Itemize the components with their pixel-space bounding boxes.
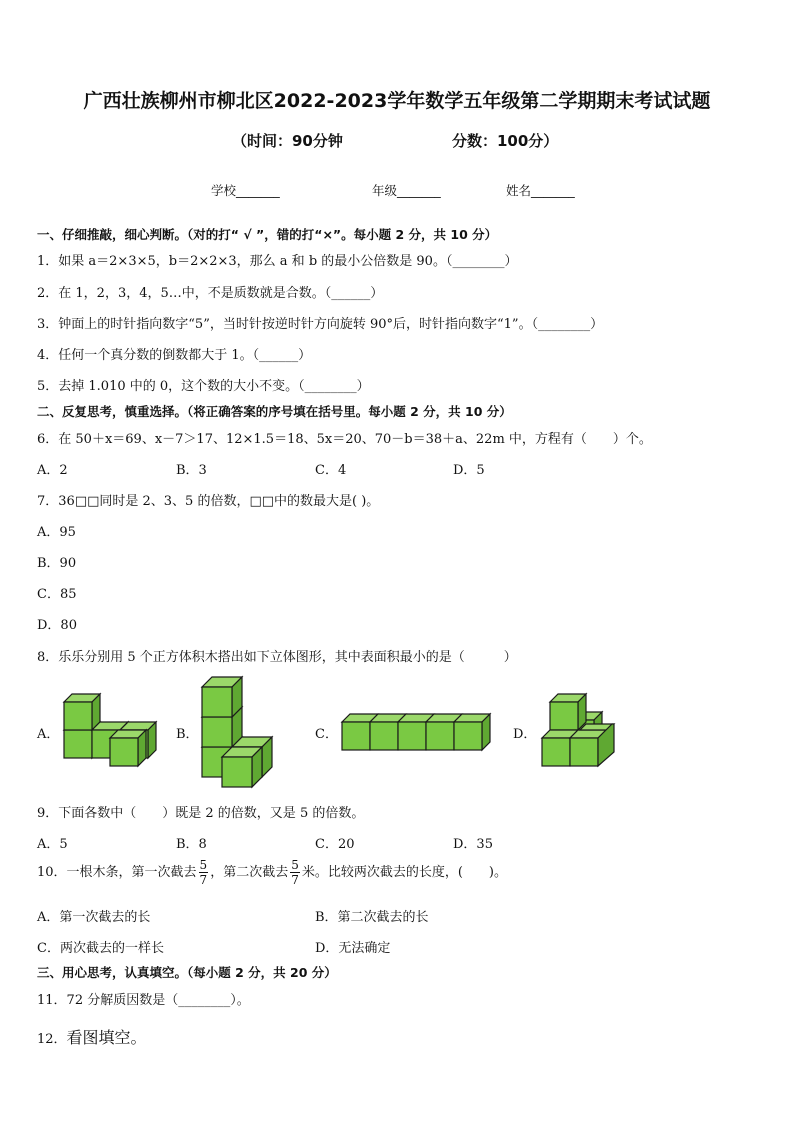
question-2: 2．在 1，2，3，4，5…中，不是质数就是合数。（______） (37, 286, 384, 301)
cube (222, 747, 262, 787)
q8-figure-d (540, 690, 620, 770)
q6-option-a: A．2 (37, 463, 68, 478)
question-11: 11．72 分解质因数是（________）。 (37, 993, 250, 1008)
school-field: 学校_______ (211, 183, 280, 198)
question-7: 7．36□□同时是 2、3、5 的倍数，□□中的数最大是( )。 (37, 494, 380, 509)
cube (202, 677, 242, 717)
q8-figure-b (200, 675, 280, 793)
question-10 (37, 858, 507, 887)
fraction-denominator: 7 (291, 873, 299, 887)
question-9: 9．下面各数中（ ）既是 2 的倍数，又是 5 的倍数。 (37, 806, 365, 821)
q8-option-b: B． (176, 727, 199, 742)
section-2-heading: 二、反复思考，慎重选择。（将正确答案的序号填在括号里。每小题 2 分，共 10 分） (37, 404, 512, 419)
q8-option-d: D． (513, 727, 537, 742)
q7-option-b: B．90 (37, 556, 77, 571)
question-1: 1．如果 a＝2×3×5，b＝2×2×3，那么 a 和 b 的最小公倍数是 90。（________） (37, 254, 518, 269)
q9-option-b: B．8 (176, 837, 207, 852)
q8-option-a: A． (37, 727, 60, 742)
cube (550, 694, 586, 730)
section-1-heading: 一、仔细推敲，细心判断。（对的打“ √ ”，错的打“×”。每小题 2 分，共 10 分） (37, 227, 498, 242)
question-8: 8．乐乐分别用 5 个正方体积木搭出如下立体图形，其中表面积最小的是（ ） (37, 650, 517, 665)
q10-fraction-2 (290, 858, 300, 887)
question-4: 4．任何一个真分数的倒数都大于 1。（______） (37, 348, 312, 363)
cube (110, 730, 146, 766)
grade-field: 年级_______ (372, 183, 441, 198)
q7-option-d: D．80 (37, 618, 77, 633)
q9-option-a: A．5 (37, 837, 68, 852)
q12-number: 12． (37, 1032, 67, 1047)
page-title: 广西壮族柳州市柳北区2022-2023学年数学五年级第二学期期末考试试题 (83, 90, 711, 112)
q10-fraction-1 (199, 858, 209, 887)
q6-option-c: C．4 (315, 463, 347, 478)
question-3: 3．钟面上的时针指向数字“5”，当时针按逆时针方向旋转 90°后，时针指向数字“1”。（________） (37, 317, 604, 332)
section-3-heading: 三、用心思考，认真填空。（每小题 2 分，共 20 分） (37, 965, 337, 980)
question-5: 5．去掉 1.010 中的 0，这个数的大小不变。（________） (37, 379, 370, 394)
q8-figure-a (62, 692, 162, 772)
q10-text-b: ，第二次截去 (210, 865, 289, 880)
exam-score: 分数：100分） (452, 132, 559, 150)
name-field: 姓名_______ (506, 183, 575, 198)
q7-option-a: A．95 (37, 525, 76, 540)
question-6: 6．在 50＋x＝69、x－7＞17、12×1.5＝18、5x＝20、70－b＝38＋a、22m 中，方程有（ ）个。 (37, 432, 652, 447)
q8-figure-c (340, 710, 500, 754)
question-12 (37, 1025, 147, 1048)
q8-option-c: C． (315, 727, 338, 742)
q10-option-a: A．第一次截去的长 (37, 910, 151, 925)
cube (64, 694, 100, 730)
q12-text: 看图填空。 (66, 1028, 147, 1047)
q6-option-d: D．5 (453, 463, 485, 478)
q10-option-b: B．第二次截去的长 (315, 910, 429, 925)
q10-text-a: 10．一根木条，第一次截去 (37, 865, 197, 880)
q7-option-c: C．85 (37, 587, 77, 602)
fraction-numerator: 5 (199, 858, 208, 872)
cube (454, 714, 490, 750)
q9-option-d: D．35 (453, 837, 493, 852)
fraction-denominator: 7 (199, 873, 208, 887)
exam-time: （时间：90分钟 (232, 132, 343, 150)
q10-text-c: 米。比较两次截去的长度，( )。 (301, 865, 507, 880)
fraction-numerator: 5 (291, 858, 299, 872)
q10-option-d: D．无法确定 (315, 941, 391, 956)
q10-option-c: C．两次截去的一样长 (37, 941, 164, 956)
q9-option-c: C．20 (315, 837, 355, 852)
q6-option-b: B．3 (176, 463, 207, 478)
